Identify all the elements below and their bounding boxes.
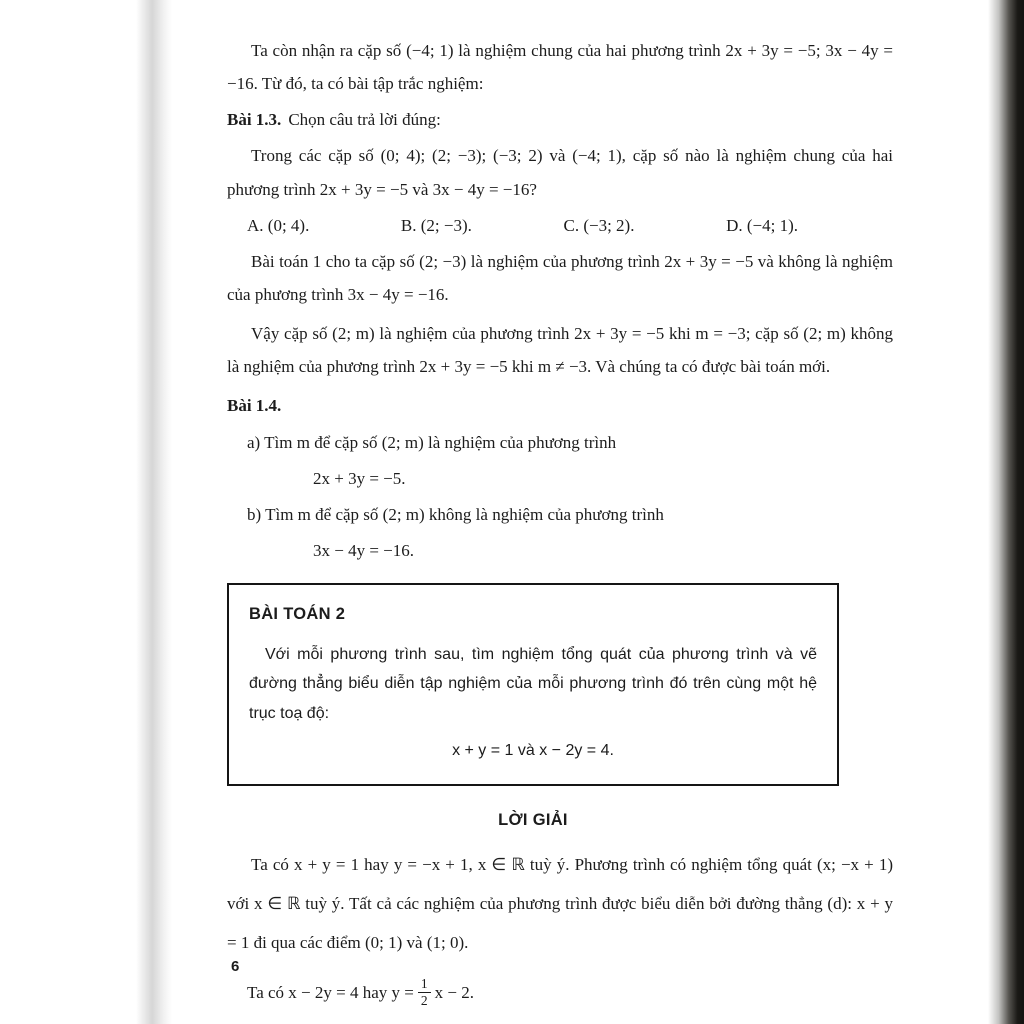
bai13-heading-text: Chọn câu trả lời đúng: — [288, 110, 441, 130]
bai-toan-2-box — [227, 583, 839, 786]
bai13-heading — [227, 103, 893, 136]
solution-2-suffix: x − 2. — [434, 983, 474, 1003]
solution-heading: LỜI GIẢI — [498, 811, 568, 829]
fraction-numerator: 1 — [420, 975, 428, 991]
bai-toan-2-equation: x + y = 1 và x − 2y = 4. — [452, 742, 614, 760]
solution-paragraph-2 — [227, 976, 893, 1011]
bai-toan-2-title: BÀI TOÁN 2 — [249, 605, 346, 624]
bai14-heading — [227, 389, 893, 422]
fraction-denominator: 2 — [418, 992, 431, 1009]
bai13-note-1: Bài toán 1 cho ta cặp số (2; −3) là nghiệm của phương trình 2x + 3y = −5 và không là nghiệm của phương trình 3x − 4y = −16. — [227, 251, 893, 304]
scan-right-edge — [988, 0, 1024, 1024]
solution-2-prefix: Ta có x − 2y = 4 hay y = — [247, 983, 414, 1003]
answer-options-row — [227, 209, 893, 242]
option-b: B. (2; −3). — [400, 215, 472, 235]
bai14-equation-a: 2x + 3y = −5. — [313, 468, 406, 488]
option-c: C. (−3; 2). — [563, 215, 635, 235]
option-d: D. (−4; 1). — [726, 215, 798, 235]
option-a: A. (0; 4). — [247, 215, 310, 235]
page-gutter-shadow — [136, 0, 172, 1024]
intro-paragraph: Ta còn nhận ra cặp số (−4; 1) là nghiệm chung của hai phương trình 2x + 3y = −5; 3x − 4y = −16. Từ đó, ta có bài tập trắc nghiệm: — [227, 41, 893, 94]
page-content — [227, 34, 893, 1011]
bai14-item-b: b) Tìm m để cặp số (2; m) không là nghiệm của phương trình — [247, 504, 664, 524]
page-number: 6 — [231, 958, 240, 975]
bai14-item-a: a) Tìm m để cặp số (2; m) là nghiệm của phương trình — [247, 432, 617, 452]
solution-paragraph-1: Ta có x + y = 1 hay y = −x + 1, x ∈ ℝ tuỳ ý. Phương trình có nghiệm tổng quát (x; −x + 1) với x ∈ ℝ tuỳ ý. Tất cả các nghiệm của phương trình được biểu diễn bởi đường thẳng (d): x + y = 1 đi qua các điểm (0; 1) và (1; 0). — [227, 855, 893, 952]
bai14-label: Bài 1.4. — [227, 396, 282, 416]
bai13-label: Bài 1.3. — [227, 110, 282, 130]
bai13-note-2: Vậy cặp số (2; m) là nghiệm của phương trình 2x + 3y = −5 khi m = −3; cặp số (2; m) không là nghiệm của phương trình 2x + 3y = −5 khi m ≠ −3. Và chúng ta có được bài toán mới. — [227, 324, 893, 377]
fraction-one-half — [418, 976, 431, 1009]
bai14-equation-b: 3x − 4y = −16. — [313, 540, 415, 560]
bai-toan-2-body: Với mỗi phương trình sau, tìm nghiệm tổng quát của phương trình và vẽ đường thẳng biểu diễn tập nghiệm của mỗi phương trình đó trên cùng một hệ trục toạ độ: — [249, 645, 817, 722]
bai13-question: Trong các cặp số (0; 4); (2; −3); (−3; 2) và (−4; 1), cặp số nào là nghiệm chung của hai phương trình 2x + 3y = −5 và 3x − 4y = −16? — [227, 146, 893, 199]
